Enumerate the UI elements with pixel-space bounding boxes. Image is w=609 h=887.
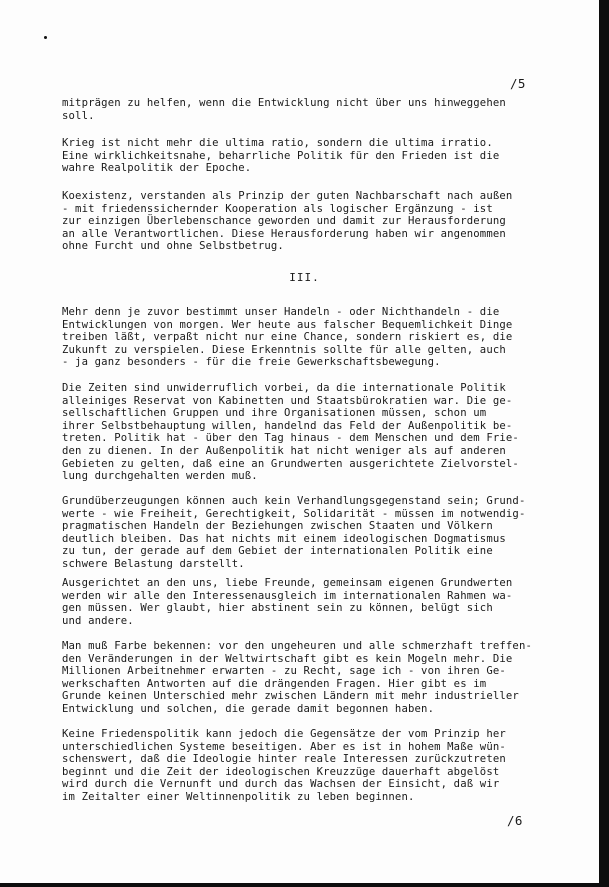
paragraph-5: Die Zeiten sind unwiderruflich vorbei, da die internationale Politik alleiniges Reservat von Kabinetten und Staatsbürokratien war. Die ge- sellschaftlichen Gruppen und ihre Organisationen müssen, schon um ihrer Selbstbehauptung willen, handelnd das Feld der Außenpolitik be- treten. Politik hat - über den Tag hinaus - dem Menschen und dem Frie- den zu dienen. In der Außenpolitik hat nicht weniger als auf anderen Gebieten zu gelten, daß eine an Grundwerten ausgerichtete Zielvorstel- lung durchgehalten werden muß.: [62, 382, 519, 483]
paragraph-1: mitprägen zu helfen, wenn die Entwicklung nicht über uns hinweggehen soll.: [62, 97, 506, 122]
scan-border-right: [599, 0, 609, 887]
paragraph-7: Ausgerichtet an den uns, liebe Freunde, gemeinsam eigenen Grundwerten werden wir alle den Interessenausgleich im internationalen Rahmen wa- gen müssen. Wer glaubt, hier abstinent sein zu können, belügt sich und andere.: [62, 577, 513, 627]
paragraph-3: Koexistenz, verstanden als Prinzip der guten Nachbarschaft nach außen - mit friedenssichernder Kooperation als logischer Ergänzung - ist zur einzigen Überlebenschance geworden und damit zur Herausforderung an alle Verantwortlichen. Diese Herausforderung haben wir angenommen ohne Furcht und ohne Selbstbetrug.: [62, 190, 513, 253]
paragraph-4: Mehr denn je zuvor bestimmt unser Handeln - oder Nichthandeln - die Entwicklungen von morgen. Wer heute aus falscher Bequemlichkeit Dinge treiben läßt, verpaßt nicht nur eine Chance, sondern riskiert es, die Zukunft zu verspielen. Diese Erkenntnis sollte für alle gelten, auch - ja ganz besonders - für die freie Gewerkschaftsbewegung.: [62, 306, 513, 369]
paragraph-8: Man muß Farbe bekennen: vor den ungeheuren und alle schmerzhaft treffen- den Veränderungen in der Weltwirtschaft gibt es kein Mogeln mehr. Die Millionen Arbeitnehmer erwarten - zu Recht, sage ich - von ihren Ge- werkschaften Antworten auf die drängenden Fragen. Hier gibt es im Grunde keinen Unterschied mehr zwischen Ländern mit mehr industrieller Entwicklung und solchen, die gerade damit begonnen haben.: [62, 640, 533, 715]
scan-speck: [44, 36, 47, 39]
paragraph-6: Grundüberzeugungen können auch kein Verhandlungsgegenstand sein; Grund- werte - wie Freiheit, Gerechtigkeit, Solidarität - müssen im notwendig- pragmatischen Handeln der Beziehungen zwischen Staaten und Völkern deutlich bleiben. Das hat nichts mit einem ideologischen Dogmatismus zu tun, der gerade auf dem Gebiet der internationalen Politik eine schwere Belastung darstellt.: [62, 495, 526, 570]
scan-border-bottom: [0, 883, 609, 887]
paragraph-9: Keine Friedenspolitik kann jedoch die Gegensätze der vom Prinzip her unterschiedlichen Systeme beseitigen. Aber es ist in hohem Maße wün- schenswert, daß die Ideologie hinter reale Interessen zurückzutreten beginnt und die Zeit der ideologischen Kreuzzüge dauerhaft abgelöst wird durch die Vernunft und durch das Wachsen der Einsicht, daß wir im Zeitalter einer Weltinnenpolitik zu leben beginnen.: [62, 728, 506, 803]
next-page-marker: /6: [507, 813, 523, 828]
page-number: /5: [510, 76, 526, 91]
paragraph-2: Krieg ist nicht mehr die ultima ratio, sondern die ultima irratio. Eine wirklichkeitsnahe, beharrliche Politik für den Frieden ist die wahre Realpolitik der Epoche.: [62, 137, 500, 175]
section-heading: III.: [289, 271, 320, 284]
